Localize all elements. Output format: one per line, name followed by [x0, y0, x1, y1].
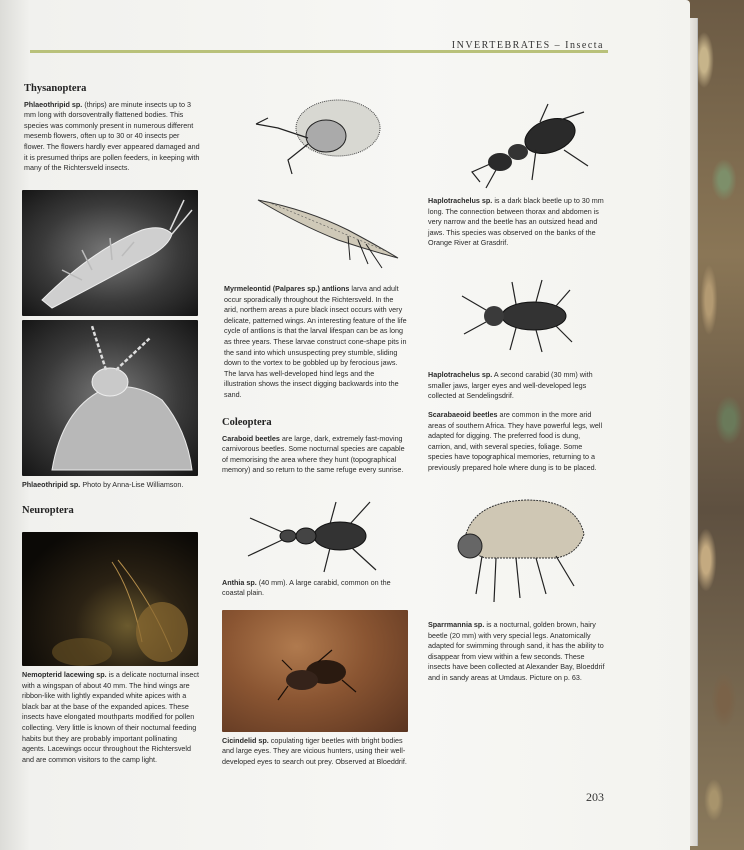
- neuroptera-text: is a delicate nocturnal insect with a wingspan of about 40 mm. The hind wings are ribbon-like with lightly expanded white apices with a black bar at the base of the expanded apices. These insects have elongated mouthparts modified for pollen collecting. Very little is known of their nocturnal feeding habits but they are probably important pollinating agents. Lacewings occur throughout the Richtersveld and are common visitors to the camp light.: [22, 670, 199, 764]
- anthia-drawing: [240, 498, 390, 576]
- scarabaeoid-section: [428, 410, 606, 474]
- neuroptera-section: [22, 670, 202, 765]
- neuroptera-heading: Neuroptera: [22, 505, 74, 516]
- thysanoptera-paragraph: [24, 100, 202, 174]
- sparrmannia-paragraph: [428, 620, 608, 684]
- lacewing-photo: [22, 532, 198, 666]
- coleoptera-species: Caraboid beetles: [222, 433, 280, 443]
- haplotrachelus-1-drawing: [460, 100, 600, 192]
- scarabaeoid-paragraph: [428, 410, 606, 474]
- thysanoptera-species: Phlaeothripid sp.: [24, 99, 83, 109]
- antlion-adult-drawing: [248, 190, 408, 276]
- sparrmannia-species: Sparrmannia sp.: [428, 620, 485, 629]
- myrmeleontid-paragraph: [224, 284, 408, 401]
- thrips-photo-1-image: [22, 190, 198, 316]
- lacewing-photo-image: [22, 532, 198, 666]
- anthia-text: (40 mm). A large carabid, common on the coastal plain.: [222, 578, 391, 598]
- haplotrachelus-1-paragraph: [428, 196, 606, 249]
- haplotrachelus-1-illustration: [460, 100, 600, 192]
- haplotrachelus-1-text: is a dark black beetle up to 30 mm long. The connection between thorax and abdomen is very narrow and the beetle has an outsized head and jaws. This species was observed on the banks of the Orange River at Grasdrif.: [428, 196, 604, 248]
- scarabaeoid-text: are common in the more arid areas of southern Africa. They have powerful legs, well adapted for digging. The preferred food is dung, carrion, and, with several species, foliage. Some species have topographical memories, returning to a previously prepared hole where dung is to be placed.: [428, 410, 603, 472]
- thysanoptera-heading: Thysanoptera: [24, 83, 87, 94]
- haplotrachelus-2-text: A second carabid (30 mm) with smaller jaws, larger eyes and well-developed legs collected at Sendelingsdrif.: [428, 370, 593, 401]
- myrmeleontid-text: larva and adult occur sporadically throughout the Richtersveld. In the arid, northern areas a pure black insect occurs with very delicate, patterned wings. An interesting feature of the life cycle of antlions is that the larval lifespan can be as long as three years. These larvae construct cone-shape pits in the sand into which unsuspecting prey stumble, sliding down to the vortex to be gobbled up by ferocious jaws. The larva has well-developed hind legs and the illustration shows the insect digging backwards into the sand.: [224, 284, 407, 399]
- haplotrachelus-1-species: Haplotrachelus sp.: [428, 196, 493, 205]
- myrmeleontid-section: [224, 284, 408, 401]
- thrips-photo-caption: [22, 480, 202, 490]
- haplotrachelus-2-illustration: [456, 276, 576, 356]
- anthia-illustration: [240, 498, 390, 576]
- sparrmannia-section: [428, 620, 608, 684]
- myrmeleontid-species: Myrmeleontid (Palpares sp.) antlions: [224, 284, 350, 293]
- thrips-photo-1: [22, 190, 198, 316]
- haplotrachelus-2-section: [428, 370, 606, 402]
- haplotrachelus-2-drawing: [456, 276, 576, 356]
- antlion-larva-drawing: [248, 88, 398, 178]
- thrips-caption-text: Photo by Anna-Lise Williamson.: [82, 480, 184, 489]
- cicindelid-text: copulating tiger beetles with bright bodies and large eyes. They are vicious hunters, using their well-developed eyes to search out prey. Observed at Bloeddrif.: [222, 736, 407, 766]
- scarabaeoid-species: Scarabaeoid beetles: [428, 410, 498, 419]
- haplotrachelus-2-paragraph: [428, 370, 606, 402]
- anthia-caption: [222, 578, 408, 599]
- neuroptera-species: Nemopterid lacewing sp.: [22, 670, 107, 679]
- thrips-caption-species: Phlaeothripid sp.: [22, 480, 81, 489]
- cicindelid-photo-image: [222, 610, 408, 732]
- coleoptera-text: are large, dark, extremely fast-moving carnivorous beetles. Some nocturnal species are capable of memorising the area where they hunt (topographical memory) and so return to the same refuge every sunrise.: [222, 433, 405, 475]
- neuroptera-heading-block: [22, 506, 200, 522]
- antlion-larva-illustration: [248, 88, 398, 178]
- cicindelid-photo: [222, 610, 408, 732]
- page-number: 203: [586, 790, 604, 804]
- haplotrachelus-1-section: [428, 196, 606, 249]
- cicindelid-caption: [222, 736, 408, 767]
- haplotrachelus-2-species: Haplotrachelus sp.: [428, 370, 493, 379]
- thrips-photo-2-image: [22, 320, 198, 476]
- thysanoptera-text: (thrips) are minute insects up to 3 mm long with dorsoventrally flattened bodies. This species was commonly present in numerous different mesemb flowers, often up to 30 or 40 insects per flower. The flowers hardly ever appeared damaged and it is presumed thrips are pollen feeders, in keeping with many of the Richtersveld insects.: [24, 99, 200, 173]
- cicindelid-species: Cicindelid sp.: [222, 736, 269, 745]
- coleoptera-section: [222, 418, 408, 476]
- sparrmannia-drawing: [446, 494, 592, 606]
- coleoptera-paragraph: [222, 434, 408, 476]
- thysanoptera-section: [24, 84, 202, 174]
- anthia-species: Anthia sp.: [222, 578, 257, 587]
- running-head-text: INVERTEBRATES – Insecta: [451, 40, 604, 51]
- running-head: [30, 40, 608, 53]
- neuroptera-paragraph: [22, 670, 202, 765]
- sparrmannia-illustration: [446, 494, 592, 606]
- coleoptera-heading: Coleoptera: [222, 417, 272, 428]
- sparrmannia-text: is a nocturnal, golden brown, hairy beetle (20 mm) with very special legs. Anatomically adapted for swimming through sand, it has the ability to disappear from view within a few seconds. These insects have been collected at Alexander Bay, Bloeddrif and in sandy areas at Umdaus. Picture on p. 63.: [428, 620, 605, 682]
- antlion-adult-illustration: [248, 190, 408, 276]
- thrips-photo-2: [22, 320, 198, 476]
